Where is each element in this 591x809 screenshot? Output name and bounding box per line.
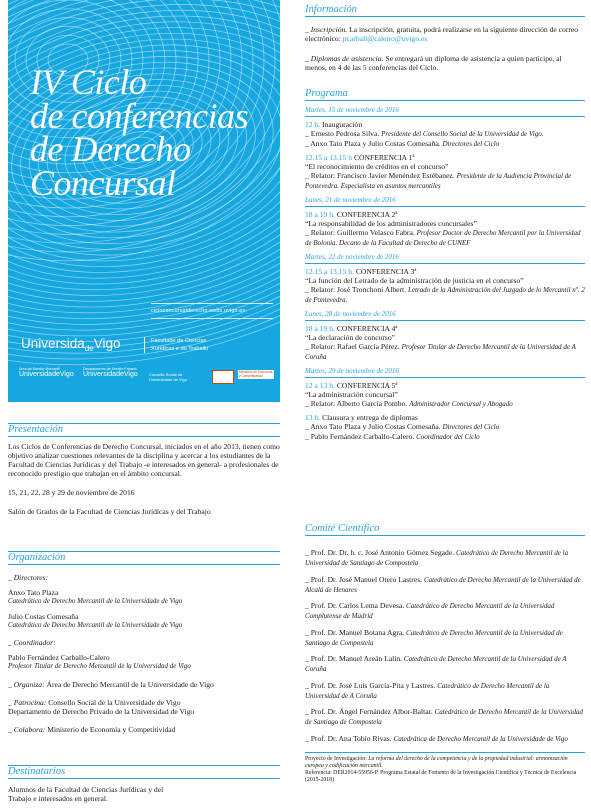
program-subtitle: “La función del Letrado de la administración de justicia en el concurso” (305, 276, 524, 285)
speaker-role: Coordinador del Ciclo (416, 433, 480, 441)
program-speaker (305, 432, 585, 442)
comite-member (305, 575, 585, 595)
program-time: 12.15 a 13.15 h (305, 153, 353, 162)
program-date: Lunes, 21 de noviembre de 2016 (305, 196, 585, 207)
program-title: CONFERENCIA 5ª (336, 381, 398, 390)
program-item (305, 267, 585, 305)
member-role: Catedrático de Derecho Mercantil de la Universidad de A Coruña (305, 681, 550, 700)
member-role: Catedrático de Derecho Mercantil de la Universidad Complutense de Madrid (305, 602, 555, 620)
program-time: 18 a 19 h. (305, 324, 335, 333)
diplomas-text (305, 54, 585, 72)
program-title: CONFERENCIA 3ª (355, 267, 417, 276)
presentacion-section (8, 423, 280, 516)
email-link[interactable]: pcarball@caleiro@uvigo.es (342, 34, 428, 43)
program-time: 12 a 13 h. (305, 381, 335, 390)
program-item-head (305, 210, 585, 219)
program-date: Martes, 29 de noviembre de 2016 (305, 367, 585, 378)
director-name: Julio Costas Comesaña (8, 612, 79, 621)
program-title: Clausura y entrega de diplomas (322, 413, 418, 422)
logo-main: UniversidadeVigo (83, 371, 138, 378)
inscripcion-text (305, 25, 585, 43)
presentacion-text: Los Ciclos de Conferencias de Derecho Concursal, iniciados en el año 2013, tienen como objetivo analizar cuestiones relevantes de la disciplina y acercar a los estudiantes de la Facultad de Ciencias Jurídicas y del Trabajo -e interesados en general- a profesionales de reconocido prestigio que trabajan en el ámbito concursal. (8, 442, 280, 478)
section-heading: Información (305, 4, 585, 17)
member-name: _ Prof. Dr. Manuel Areán Lalín. (305, 654, 403, 663)
comite-member (305, 734, 585, 744)
program-item-head (305, 381, 585, 390)
program-title: CONFERENCIA 4ª (336, 324, 398, 333)
program-subtitle: “La responsabilidad de los administradores concursales” (305, 219, 477, 228)
comite-member (305, 601, 585, 621)
university-logo-text: Universida (21, 336, 85, 351)
university-logo-vigo: Vigo (93, 336, 121, 351)
comite-member (305, 707, 585, 727)
member-name: _ Prof. Dr. Ana Tobío Rivas. (305, 733, 392, 743)
inscripcion-label: _ Inscripción. (305, 25, 348, 34)
logo-consello-social (149, 372, 201, 382)
speaker-role: Profesor Titular de Derecho Mercantil de la Universidad de A Coruña (305, 343, 576, 361)
program-title: CONFERENCIA 1ª (353, 153, 415, 162)
program-speaker (305, 228, 585, 248)
director-name: Anxo Tato Plaza (8, 588, 59, 597)
program-item-head (305, 413, 585, 422)
footer-note (305, 752, 585, 784)
program-time: 12.15 a 13.15 h. (305, 267, 354, 276)
project-reference: Referencia: DER2014-55956-P. Programa Estatal de Fomento de la Investigación Científica y Técnica de Excelencia (2015-2018) (305, 770, 577, 783)
speaker-name: _ Relator: Rafael García Pérez. (305, 342, 400, 351)
program-time: 18 a 19 h. (305, 210, 335, 219)
comite-member (305, 681, 585, 701)
program-date: Martes, 15 de noviembre de 2016 (305, 106, 585, 117)
section-heading: Presentación (8, 423, 280, 437)
organiza-label: _ Organiza: (8, 680, 45, 689)
logo-main: Consello Social da Universidade de Vigo (149, 372, 187, 382)
comite-section (305, 523, 585, 750)
member-role: Catedrático de Derecho Mercantil de la Universidad de Santiago de Compostela (305, 549, 569, 567)
speaker-name: _ Ernesto Pedrosa Silva. (305, 129, 380, 138)
program-time: 12 h. (305, 120, 321, 129)
project-value: La reforma del derecho de la competencia y de la propiedad industrial: armonización europea y codificación mercantil. (305, 756, 568, 769)
program-speaker (305, 285, 585, 305)
member-name: _ Prof. Dr. Ángel Fernández Albor-Baltar. (305, 707, 433, 716)
project-label: Proyecto de Investigación: (305, 756, 367, 762)
poster (8, 0, 280, 402)
event-dates: 15, 21, 22, 28 y 29 de noviembre de 2016 (8, 488, 135, 497)
director-role: Catedrático de Derecho Mercantil de la Universidade de Vigo (8, 597, 183, 605)
programa-section (305, 88, 585, 446)
organizacion-section (8, 551, 280, 734)
program-subtitle: “El reconocimiento de créditos en el concurso” (305, 162, 449, 171)
poster-title-line: de conferencias (30, 95, 249, 136)
divider (151, 303, 273, 304)
program-speaker (305, 139, 585, 149)
speaker-role: Letrado de la Administración del Juzgado de lo Mercantil nº. 2 de Pontevedra. (305, 286, 585, 304)
logo-ministerio (238, 370, 274, 379)
program-item-head (305, 153, 585, 162)
program-subtitle: “La declaración de concurso” (305, 333, 396, 342)
patrocina-value: Consello Social de la Universidade de Vigo (48, 698, 181, 707)
program-item-head (305, 267, 585, 276)
member-name: _ Prof. Dr. José Luis García-Pita y Lastres. (305, 680, 436, 690)
informacion-section (305, 4, 585, 72)
program-item (305, 413, 585, 442)
coordinador-name: Pablo Fernández Carballo-Calero (8, 653, 110, 662)
faculty-line: Xurídicas e do Traballo (151, 346, 209, 352)
program-speaker (305, 171, 585, 191)
program-speaker (305, 129, 585, 139)
project-text (305, 756, 585, 770)
organiza-line (8, 680, 280, 689)
diplomas-value: Se entregará un diploma de asistencia a quien participe, al menos, en 4 de las 5 conferencias del Ciclo. (305, 54, 562, 72)
logo-caption: Departamento de Dereito Privado (83, 367, 137, 371)
speaker-name: _ Relator: José Tronchoni Albert. (305, 285, 407, 294)
patrocina-line (8, 698, 280, 707)
logo-caption: Área de Dereito Mercantil (19, 367, 60, 371)
diplomas-label: _ Diplomas de asistencia. (305, 54, 384, 63)
sponsor-logos (19, 367, 277, 389)
directores-label: _ Directores: (8, 573, 49, 582)
event-venue: Salón de Grados de la Facultad de Ciencias Jurídicas y del Trabajo (8, 507, 211, 516)
speaker-name: _ Anxo Tato Plaza y Julio Costas Comesaña. (305, 422, 441, 431)
colabora-label: _ Colabora: (8, 725, 46, 734)
program-speaker (305, 422, 585, 432)
member-role: Catedrático de Derecho Mercantil de la Universidad de A Coruña (305, 655, 567, 673)
comite-list (305, 548, 585, 744)
poster-title-line: Concursal (30, 162, 176, 203)
program-item (305, 210, 585, 248)
comite-member (305, 628, 585, 648)
program-speaker (305, 342, 585, 362)
speaker-role: Presidente de la Audiencia Provincial de Pontevedra. Especialista en asuntos mercantiles (305, 172, 572, 190)
program-item-head (305, 324, 585, 333)
logo-area-mercantil (19, 367, 74, 378)
section-heading: Organización (8, 551, 280, 565)
faculty-name (144, 337, 208, 353)
logo-main: UniversidadeVigo (19, 371, 74, 378)
program-subtitle: “La administración concursal” (305, 390, 398, 399)
left-column (8, 0, 280, 803)
section-heading: Comité Científico (305, 523, 585, 536)
patrocina-value-2: Departamento de Derecho Privado de la Universidad de Vigo (8, 707, 195, 716)
section-heading: Destinatarios (8, 765, 280, 779)
speaker-name: _ Relator: Francisco Javier Menéndez Estébanez. (305, 171, 455, 180)
speaker-name: _ Anxo Tato Plaza y Julio Costas Comesaña. (305, 139, 441, 148)
program-item (305, 153, 585, 191)
logo-departamento (83, 367, 138, 378)
speaker-name: _ Relator: Guillermo Velasco Fabra. (305, 228, 415, 237)
colabora-line (8, 725, 280, 734)
director-role: Catedrático de Derecho Mercantil de la Universidade de Vigo (8, 621, 183, 629)
coordinador-role: Profesor Titular de Derecho Mercantil de la Universidad de Vigo (8, 662, 191, 670)
program-list (305, 106, 585, 442)
program-title: CONFERENCIA 2ª (336, 210, 398, 219)
program-item-head (305, 120, 585, 129)
poster-title-line: de Derecho (30, 129, 191, 169)
member-role: Catedrática de Derecho Mercantil de la Universidade de Vigo (393, 734, 568, 743)
speaker-name: _ Relator: Alberto García Pombo. (305, 399, 408, 408)
destinatarios-text: Alumnos de la Facultad de Ciencias Jurídicas y del Trabajo e interesados en general. (8, 785, 164, 803)
inscripcion-value: La inscripción, gratuita, podrá realizarse en la siguiente dirección de correo electrónico: (305, 25, 579, 43)
spain-government-shield-icon (212, 370, 234, 384)
speaker-role: Administrador Concursal y Abogado (409, 400, 513, 408)
speaker-name: _ Pablo Fernández Carballo-Calero. (305, 432, 415, 441)
organiza-value: Área de Derecho Mercantil de la Universidade de Vigo (46, 680, 214, 689)
member-name: _ Prof. Dr. Dr. h. c. José Antonio Gómez Segade. (305, 548, 455, 557)
logo-main: Ministerio de Economía y Competitividad (239, 370, 273, 378)
poster-link[interactable]: cicloconcursalderecho.webs.uvigo.es (151, 308, 246, 314)
comite-member (305, 548, 585, 568)
member-role: Catedrático de Derecho Mercantil de la Universidad de Santiago de Compostela (305, 628, 563, 647)
poster-title (30, 62, 249, 203)
program-item (305, 120, 585, 149)
colabora-value: Ministerio de Economía y Competitividad (47, 725, 176, 734)
program-item (305, 381, 585, 409)
faculty-line: Facultade de Ciencias (151, 338, 207, 344)
divider (151, 318, 273, 319)
program-item (305, 324, 585, 362)
program-date: Martes, 22 de noviembre de 2016 (305, 253, 585, 264)
member-role: Catedrático de Derecho Mercantil de la Universidad de Alcalá de Henares (305, 575, 581, 594)
destinatarios-section (8, 765, 280, 803)
patrocina-label: _ Patrocina: (8, 698, 47, 707)
program-speaker (305, 399, 585, 409)
member-role: Catedrático de Derecho Mercantil de la Universidad de Santiago de Compostela (305, 708, 583, 726)
university-logo (21, 336, 120, 353)
member-name: _ Prof. Dr. José Manuel Otero Lastres. (305, 574, 423, 584)
program-title: Inauguración (322, 120, 363, 129)
speaker-role: Presidente del Consello Social de la Universidad de Vigo. (381, 130, 544, 138)
section-heading: Programa (305, 88, 585, 101)
comite-member (305, 654, 585, 674)
poster-title-line: IV Ciclo (30, 62, 147, 102)
coordinador-label: _ Coordinador: (8, 638, 56, 647)
speaker-role: Profesor Doctor de Derecho Mercantil por la Universidad de Bolonia. Decano de la Facultad de Derecho de CUNEF (305, 229, 581, 247)
speaker-role: Directores del Ciclo (442, 423, 500, 431)
speaker-role: Directores del Ciclo (442, 140, 500, 148)
program-date: Lunes, 28 de noviembre de 2016 (305, 310, 585, 321)
member-name: _ Prof. Dr. Manuel Botana Agra. (305, 627, 405, 637)
member-name: _ Prof. Dr. Carlos Lema Devesa. (305, 601, 405, 610)
program-time: 13 h. (305, 413, 321, 422)
university-logo-de: de (84, 344, 94, 353)
